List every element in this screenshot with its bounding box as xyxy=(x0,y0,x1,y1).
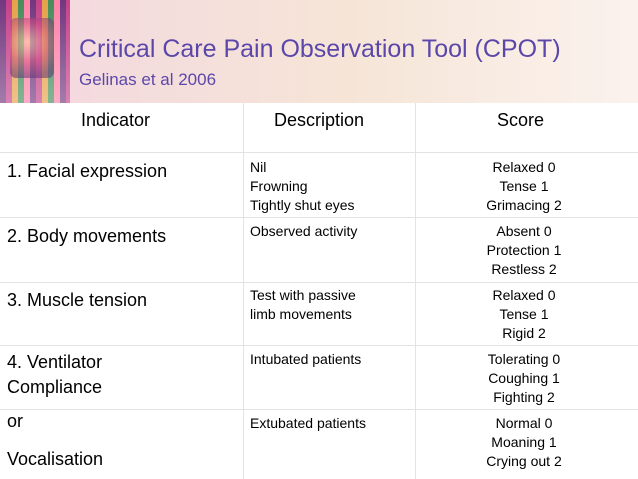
row-indicator-body-movements xyxy=(7,224,166,249)
slide-header xyxy=(0,0,638,103)
row-score xyxy=(464,222,584,279)
row-divider xyxy=(0,282,638,283)
column-divider xyxy=(415,103,416,479)
description-line: Extubated patients xyxy=(250,415,366,431)
column-header-description: Description xyxy=(274,110,365,130)
indicator-line: Vocalisation xyxy=(7,449,104,469)
row-divider xyxy=(0,217,638,218)
row-description xyxy=(250,222,357,241)
description-line: Frowning xyxy=(250,178,308,194)
row-description xyxy=(250,158,355,215)
description-line: Intubated patients xyxy=(250,351,362,367)
row-divider xyxy=(0,345,638,346)
score-line: Grimacing 2 xyxy=(486,197,562,213)
score-line: Moaning 1 xyxy=(491,434,557,450)
row-description xyxy=(250,350,361,369)
row-indicator-facial-expression xyxy=(7,159,167,184)
indicator-line xyxy=(7,431,103,450)
score-line: Tolerating 0 xyxy=(487,351,561,367)
row-description xyxy=(250,414,366,433)
decorative-collage-image xyxy=(0,0,70,103)
score-line: Coughing 1 xyxy=(488,370,560,386)
indicator-line: 2. Body movements xyxy=(7,226,167,246)
score-line: Protection 1 xyxy=(486,242,562,258)
score-line: Restless 2 xyxy=(491,261,557,277)
row-indicator-muscle-tension xyxy=(7,288,147,313)
row-divider xyxy=(0,409,638,410)
score-line: Relaxed 0 xyxy=(492,159,556,175)
description-line: Tightly shut eyes xyxy=(250,197,355,213)
score-line: Tense 1 xyxy=(499,306,549,322)
column-header-indicator: Indicator xyxy=(81,110,151,130)
row-score xyxy=(464,286,584,343)
row-score xyxy=(464,414,584,471)
score-line: Tense 1 xyxy=(499,178,549,194)
indicator-line: or xyxy=(7,411,24,431)
indicator-line: 4. Ventilator xyxy=(7,352,103,372)
column-header-score: Score xyxy=(497,110,545,130)
score-line: Absent 0 xyxy=(496,223,552,239)
description-line: Observed activity xyxy=(250,223,358,239)
indicator-line: 1. Facial expression xyxy=(7,161,168,181)
row-divider xyxy=(0,152,638,153)
score-line: Relaxed 0 xyxy=(492,287,556,303)
row-indicator-vocalisation xyxy=(7,412,103,469)
slide-title: Critical Care Pain Observation Tool (CPOT) xyxy=(79,35,561,63)
row-score xyxy=(464,158,584,215)
description-line: limb movements xyxy=(250,306,352,322)
description-line: Nil xyxy=(250,159,267,175)
score-line: Normal 0 xyxy=(495,415,553,431)
row-score xyxy=(464,350,584,407)
score-line: Rigid 2 xyxy=(502,325,546,341)
row-description xyxy=(250,286,356,324)
slide-subtitle: Gelinas et al 2006 xyxy=(79,70,217,89)
score-line: Crying out 2 xyxy=(486,453,562,469)
indicator-line: Compliance xyxy=(7,377,103,397)
row-indicator-ventilator-compliance xyxy=(7,350,102,400)
description-line: Test with passive xyxy=(250,287,356,303)
column-divider xyxy=(243,103,244,479)
indicator-line: 3. Muscle tension xyxy=(7,290,148,310)
score-line: Fighting 2 xyxy=(493,389,555,405)
